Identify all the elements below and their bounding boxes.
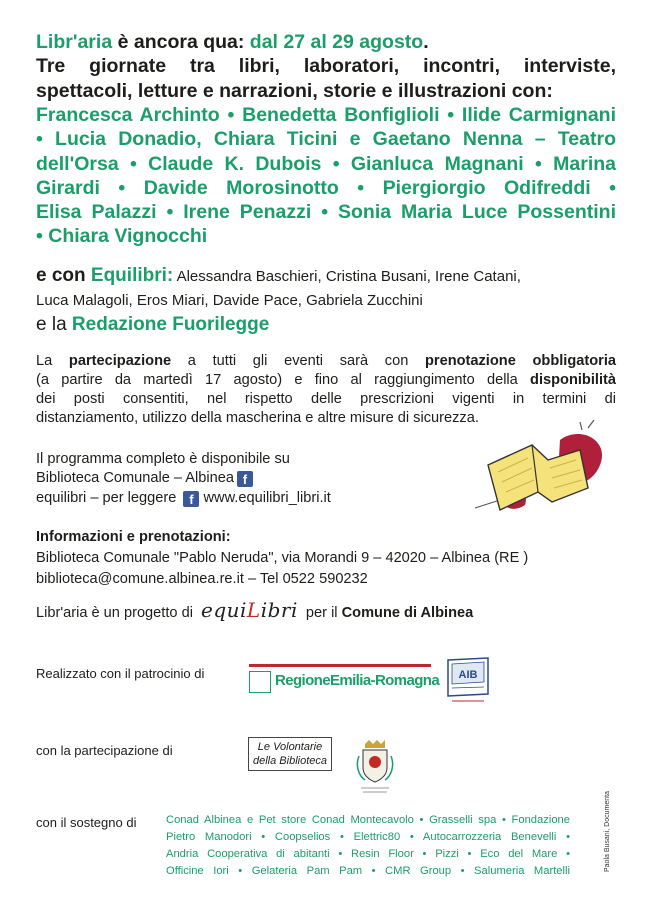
- equilibri-block: [36, 264, 626, 337]
- p-bold: partecipazione: [68, 353, 172, 369]
- patronage-label: Realizzato con il patrocinio di: [36, 666, 205, 681]
- econ-text: e con: [36, 265, 91, 286]
- regione-bar: [249, 664, 431, 667]
- aib-text: AIB: [458, 669, 478, 681]
- program-line: Il programma completo è disponibile su: [36, 451, 290, 467]
- equilibri-link[interactable]: equilibri – per leggere: [36, 489, 177, 506]
- logo-part: L: [246, 598, 261, 622]
- participation-paragraph: [36, 352, 616, 428]
- project-text: per il: [305, 605, 342, 621]
- p-text: a tutti gli eventi sarà con: [171, 353, 425, 369]
- guest-line: • Lucia Donadio, Chiara Ticini e Gaetano Nenna – Teatro: [36, 128, 616, 151]
- volontarie-logo: [248, 737, 332, 771]
- p-text: La: [36, 353, 69, 369]
- volontarie-line: della Biblioteca: [253, 755, 327, 767]
- website-link[interactable]: www.equilibri_libri.it: [203, 489, 331, 506]
- guest-line: dell'Orsa • Claude K. Dubois • Gianluca Magnani • Marina: [36, 152, 616, 175]
- facebook-icon[interactable]: f: [237, 471, 253, 487]
- participation-line: [36, 352, 616, 371]
- p-bold: prenotazione obbligatoria: [425, 353, 617, 369]
- program-line: [36, 469, 331, 488]
- intro-block: [36, 30, 616, 103]
- equilibri-name: Equilibri:: [90, 265, 174, 286]
- photo-credit: Paola Busani, Documenta: [604, 791, 611, 872]
- project-line: [36, 597, 473, 626]
- equilibri-people-2: Luca Malagoli, Eros Miari, Davide Pace, Gabriela Zucchini: [36, 292, 423, 309]
- contact-info: [36, 527, 528, 590]
- info-address: Biblioteca Comunale "Pablo Neruda", via Morandi 9 – 42020 – Albinea (RE ): [36, 550, 529, 566]
- participation-line: [36, 371, 616, 390]
- comune-name: Comune di Albinea: [341, 605, 474, 621]
- p-text: (a partire da martedì 17 agosto) e fino al raggiungimento della: [36, 372, 531, 388]
- sponsor-list: [166, 812, 570, 880]
- intro-period: .: [423, 31, 429, 53]
- equilibri-logo: [201, 598, 298, 622]
- proloco-albinea-logo: [355, 738, 395, 796]
- intro-line-1: [36, 30, 616, 54]
- regione-logo: [249, 664, 440, 694]
- sponsor-line: Conad Albinea e Pet store Conad Montecavolo • Grasselli spa • Fondazione: [166, 814, 570, 826]
- participation-line: distanziamento, utilizzo della mascherina e altre misure di sicurezza.: [36, 410, 479, 426]
- redazione-name: Redazione Fuorilegge: [71, 314, 270, 335]
- intro-line-3: spettacoli, letture e narrazioni, storie e illustrazioni con:: [36, 79, 553, 102]
- event-dates: dal 27 al 29 agosto: [249, 31, 424, 53]
- participation-line: dei posti consentiti, nel rispetto delle prescrizioni vigenti in termini di: [36, 391, 616, 407]
- equilibri-people: Alessandra Baschieri, Cristina Busani, Irene Catani,: [173, 268, 521, 285]
- guest-line: Francesca Archinto • Benedetta Bonfiglioli • Ilide Carmignani: [36, 104, 616, 126]
- guest-line: Girardi • Davide Morosinotto • Piergiorgio Odifreddi •: [36, 176, 616, 199]
- intro-text: è ancora qua:: [112, 31, 250, 53]
- biblioteca-link[interactable]: Biblioteca Comunale – Albinea: [36, 470, 234, 487]
- info-title: Informazioni e prenotazioni:: [36, 529, 231, 545]
- partnership-label: con la partecipazione di: [36, 743, 173, 758]
- support-label: con il sostegno di: [36, 815, 137, 830]
- logo-part: equi: [201, 598, 247, 622]
- brand-name: Libr'aria: [36, 31, 113, 53]
- book-beet-illustration: [470, 420, 610, 520]
- logo-part: ibri: [260, 598, 298, 622]
- sponsor-line: Officine Iori • Gelateria Pam Pam • CMR Group • Salumeria Martelli: [166, 865, 570, 877]
- redazione-line: [36, 313, 626, 337]
- ela-text: e la: [36, 314, 72, 335]
- sponsor-line: Andria Cooperativa di abitanti • Resin Floor • Pizzi • Eco del Mare •: [166, 848, 570, 860]
- info-contact[interactable]: biblioteca@comune.albinea.re.it – Tel 0522 590232: [36, 571, 368, 587]
- regione-text: RegioneEmilia-Romagna: [275, 672, 440, 689]
- volontarie-line: Le Volontarie: [257, 741, 323, 753]
- guest-line: • Chiara Vignocchi: [36, 225, 208, 248]
- guest-line: Elisa Palazzi • Irene Penazzi • Sonia Maria Luce Possentini: [36, 201, 616, 224]
- program-line: [36, 489, 331, 508]
- facebook-icon[interactable]: f: [183, 491, 199, 507]
- equilibri-line: [36, 264, 626, 289]
- regione-flag-icon: [249, 671, 271, 693]
- intro-line-2: Tre giornate tra libri, laboratori, incontri, interviste,: [36, 55, 616, 78]
- sponsor-line: Pietro Manodori • Coopselios • Elettric80 • Autocarrozzeria Benevelli •: [166, 831, 570, 843]
- p-bold: disponibilità: [530, 372, 616, 388]
- program-info: [36, 450, 331, 508]
- project-text: Libr'aria è un progetto di: [36, 605, 193, 621]
- aib-logo: [444, 654, 492, 706]
- guest-list: [36, 103, 616, 249]
